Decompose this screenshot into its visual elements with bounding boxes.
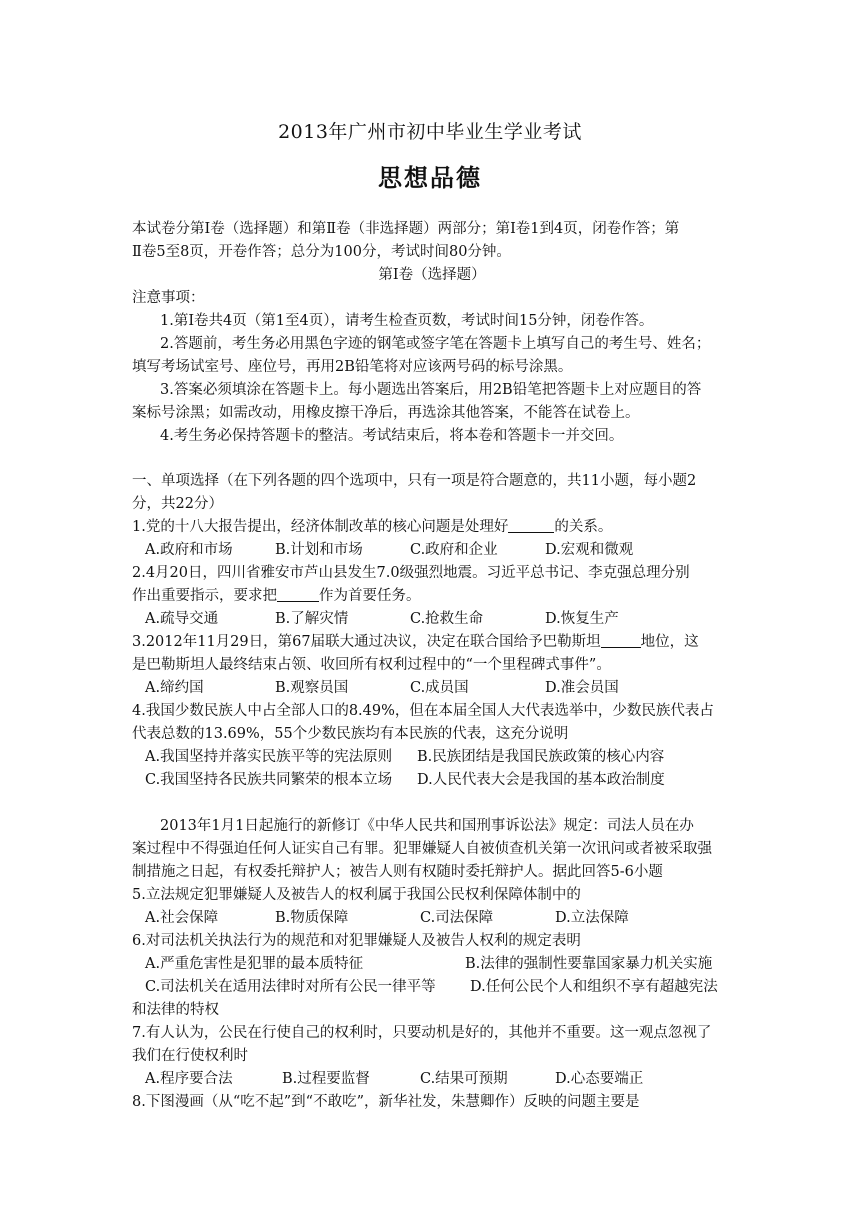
q7-option-b: B.过程要监督 [282, 1071, 370, 1087]
q2-option-d: D.恢复生产 [545, 611, 619, 627]
q2-option-c: C.抢救生命 [410, 611, 484, 627]
q3-option-d: D.准会员国 [545, 680, 619, 696]
q7-option-a: A.程序要合法 [145, 1071, 233, 1087]
q6-stem: 6.对司法机关执法行为的规范和对犯罪嫌疑人及被告人权利的规定表明 [132, 933, 581, 949]
section1-heading-line-1: 一、单项选择（在下列各题的四个选项中，只有一项是符合题意的，共11小题，每小题2 [132, 473, 697, 489]
q1-option-a: A.政府和市场 [145, 542, 233, 558]
q5-option-b: B.物质保障 [275, 910, 349, 926]
q3-stem-line-2: 是巴勒斯坦人最终结束占领、收回所有权利过程中的“一个里程碑式事件”。 [132, 657, 611, 673]
q3-stem-start: 3.2012年11月29日，第67届联大通过决议，决定在联合国给予巴勒斯坦 [132, 634, 601, 650]
q5-option-c: C.司法保障 [420, 910, 494, 926]
q4-option-c: C.我国坚持各民族共同繁荣的根本立场 [145, 772, 393, 788]
q7-stem-line-2: 我们在行使权利时 [132, 1048, 248, 1064]
passage-line-3: 制措施之日起，有权委托辩护人；被告人则有权随时委托辩护人。据此回答5-6小题 [132, 864, 663, 880]
q2-stem-start: 作出重要指示，要求把 [132, 588, 277, 604]
subject-title: 思想品德 [378, 163, 482, 192]
q5-option-d: D.立法保障 [555, 910, 629, 926]
q2-stem-line-1: 2.4月20日，四川省雅安市芦山县发生7.0级强烈地震。习近平总书记、李克强总理分别 [132, 565, 690, 581]
q7-option-c: C.结果可预期 [420, 1071, 508, 1087]
section1-heading-line-2: 分，共22分） [132, 496, 223, 512]
q1-stem-start: 1.党的十八大报告提出，经济体制改革的核心问题是处理好 [132, 519, 509, 535]
q4-stem-line-2: 代表总数的13.69%，55个少数民族均有本民族的代表，这充分说明 [132, 726, 569, 742]
q3-stem-end: 地位，这 [640, 634, 699, 650]
q2-option-a: A.疏导交通 [145, 611, 219, 627]
q3-option-a: A.缔约国 [145, 680, 204, 696]
q6-option-a: A.严重危害性是犯罪的最本质特征 [145, 956, 364, 972]
intro-line-1: 本试卷分第Ⅰ卷（选择题）和第Ⅱ卷（非选择题）两部分；第Ⅰ卷1到4页，闭卷作答；第 [132, 221, 680, 237]
q1-blank [508, 518, 554, 533]
notice-item-3-line-1: 3.答案必须填涂在答题卡上。每小题选出答案后，用2B铅笔把答题卡上对应题目的答 [160, 382, 702, 398]
q2-option-b: B.了解灾情 [275, 611, 349, 627]
intro-line-2: Ⅱ卷5至8页，开卷作答；总分为100分，考试时间80分钟。 [132, 244, 511, 260]
part1-heading: 第Ⅰ卷（选择题） [378, 267, 486, 283]
q6-option-c: C.司法机关在适用法律时对所有公民一律平等 [145, 979, 436, 995]
notice-item-1: 1.第Ⅰ卷共4页（第1至4页），请考生检查页数，考试时间15分钟，闭卷作答。 [160, 313, 654, 329]
q3-option-b: B.观察员国 [275, 680, 349, 696]
q2-blank [277, 587, 319, 602]
q6-option-d-line-2: 和法律的特权 [132, 1002, 219, 1018]
q3-option-c: C.成员国 [410, 680, 469, 696]
notice-item-2-line-2: 填写考场试室号、座位号，再用2B铅笔将对应该两号码的标号涂黑。 [132, 359, 573, 375]
q6-option-b: B.法律的强制性要靠国家暴力机关实施 [465, 956, 713, 972]
passage-line-2: 案过程中不得强迫任何人证实自己有罪。犯罪嫌疑人自被侦查机关第一次讯问或者被采取强 [132, 841, 712, 857]
q2-stem-end: 作为首要任务。 [319, 588, 421, 604]
q4-stem-line-1: 4.我国少数民族人中占全部人口的8.49%，但在本届全国人大代表选举中，少数民族代表占 [132, 703, 714, 719]
q7-stem-line-1: 7.有人认为，公民在行使自己的权利时，只要动机是好的，其他并不重要。这一观点忽视了 [132, 1025, 712, 1041]
q2-stem-line-2 [132, 586, 732, 606]
q7-option-d: D.心态要端正 [555, 1071, 644, 1087]
q5-option-a: A.社会保障 [145, 910, 219, 926]
q4-option-b: B.民族团结是我国民族政策的核心内容 [417, 749, 665, 765]
notice-item-4: 4.考生务必保持答题卡的整洁。考试结束后，将本卷和答题卡一并交回。 [160, 428, 624, 444]
exam-title: 2013年广州市初中毕业生学业考试 [278, 121, 582, 143]
notice-item-2-line-1: 2.答题前，考生务必用黑色字迹的钢笔或签字笔在答题卡上填写自己的考生号、姓名； [160, 336, 711, 352]
q1-option-c: C.政府和企业 [410, 542, 498, 558]
q5-stem: 5.立法规定犯罪嫌疑人及被告人的权利属于我国公民权利保障体制中的 [132, 887, 581, 903]
notice-heading: 注意事项： [132, 290, 205, 306]
q4-option-d: D.人民代表大会是我国的基本政治制度 [417, 772, 665, 788]
q4-option-a: A.我国坚持并落实民族平等的宪法原则 [145, 749, 393, 765]
q1-stem-end: 的关系。 [554, 519, 613, 535]
q3-blank [601, 633, 641, 648]
q3-stem-line-1 [132, 632, 732, 652]
q6-option-d-line-1: D.任何公民个人和组织不享有超越宪法 [470, 979, 718, 995]
notice-item-3-line-2: 案标号涂黑；如需改动，用橡皮擦干净后，再选涂其他答案，不能答在试卷上。 [132, 405, 640, 421]
q1-stem [132, 517, 732, 537]
q8-stem: 8.下图漫画（从“吃不起”到“不敢吃”，新华社发，朱慧卿作）反映的问题主要是 [132, 1094, 640, 1110]
q1-option-b: B.计划和市场 [275, 542, 363, 558]
q1-option-d: D.宏观和微观 [545, 542, 634, 558]
passage-line-1: 2013年1月1日起施行的新修订《中华人民共和国刑事诉讼法》规定：司法人员在办 [160, 818, 694, 834]
